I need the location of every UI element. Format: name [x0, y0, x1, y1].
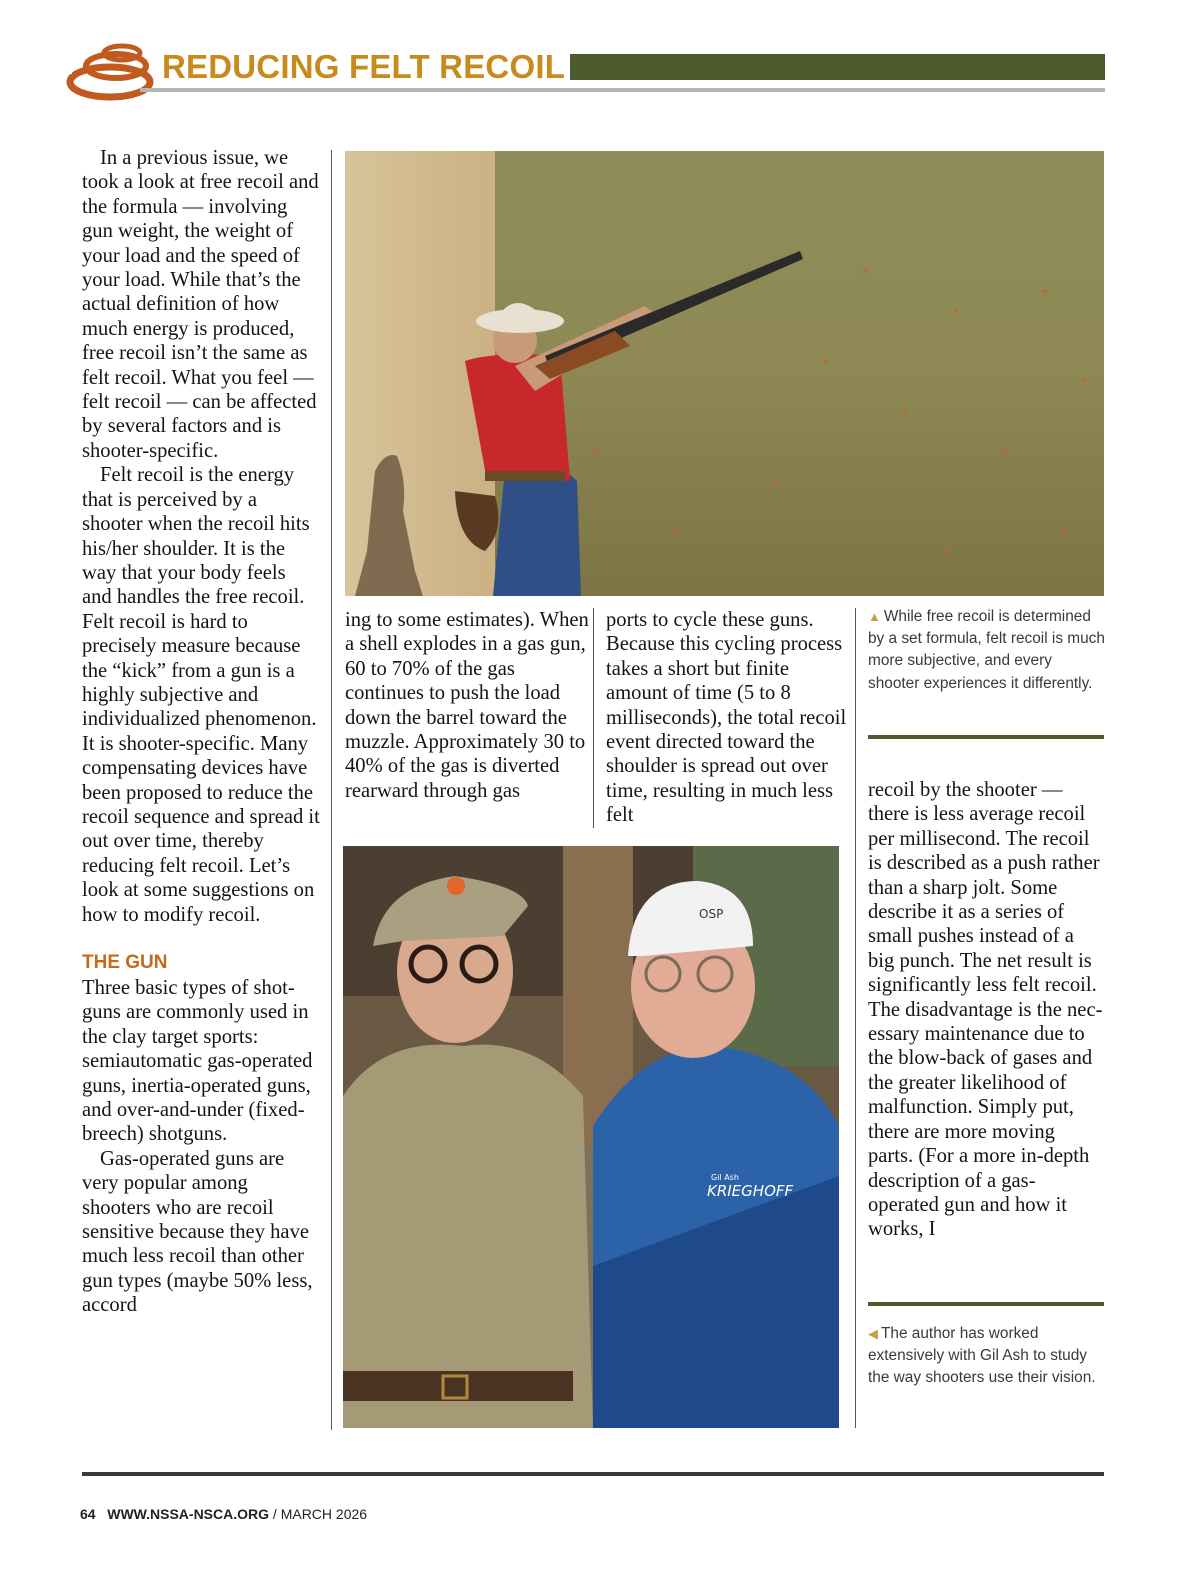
caption-text: While free recoil is determined by a set formula, felt recoil is much more subjective, and every shooter experiences it differently. [868, 608, 1105, 692]
footer-rule [82, 1472, 1104, 1476]
up-arrow-icon: ▲ [868, 609, 881, 624]
title-bar [570, 54, 1105, 80]
caption-rule [868, 735, 1104, 739]
footer-separator: / [269, 1506, 281, 1522]
hat-logo-text: OSP [699, 907, 724, 921]
column-divider [855, 608, 856, 1428]
page-number: 64 [80, 1506, 96, 1522]
shirt-brand-text: KRIEGHOFF [707, 1182, 794, 1200]
paragraph: In a previous issue, we took a look at free recoil and the formula — involving gun weight, the weight of your load and the speed of your load. While that’s the actual definition of how much energy is produced, free recoil isn’t the same as felt recoil. What you feel — felt recoil — can be affected by several factors and is shooter-specific. [82, 147, 319, 462]
section-title: REDUCING FELT RECOIL [162, 48, 566, 85]
caption-rule [868, 1302, 1104, 1306]
clay-target-logo [66, 40, 158, 102]
article-column-1 [82, 146, 320, 1318]
header-rule [140, 88, 1105, 92]
article-column-3 [606, 608, 850, 828]
left-arrow-icon: ◀ [868, 1326, 878, 1341]
column-divider [593, 608, 594, 828]
subheading-the-gun: THE GUN [82, 952, 168, 973]
paragraph: recoil by the shooter — there is less average recoil per millisecond. The recoil is described as a push rather than a sharp jolt. Some describe it as a series of small pushes instead of a big punch. The net result is significantly less felt recoil. The disadvantage is the necessary maintenance due to the blow-back of gases and the greater likelihood of malfunction. Simply put, there are more moving parts. (For a more in-depth description of a gas-operated gun and how it works, I [868, 779, 1103, 1241]
caption-portrait [868, 1323, 1106, 1390]
paragraph: ports to cycle these guns. Because this cycling process takes a short but finite amount of time (5 to 8 milliseconds), the total recoil event directed toward the shoulder is spread out over time, resulting in much less felt [606, 609, 847, 827]
caption-text: The author has worked extensively with Gil Ash to study the way shooters use their vision. [868, 1325, 1096, 1387]
shooter-photo [345, 151, 1104, 596]
website-link[interactable]: WWW.NSSA-NSCA.ORG [107, 1506, 270, 1522]
shirt-small-text: Gil Ash [711, 1173, 739, 1182]
paragraph: Gas-operated guns are very popular among shooters who are recoil sensitive because they have much less recoil than other gun types (maybe 50% less, accord [82, 1147, 313, 1317]
issue-date: MARCH 2026 [280, 1506, 368, 1522]
article-column-2 [345, 608, 589, 803]
page-footer [80, 1506, 367, 1522]
paragraph: ing to some estimates). When a shell explodes in a gas gun, 60 to 70% of the gas continues to push the load down the barrel toward the muzzle. Approximately 30 to 40% of the gas is diverted rearward through gas [345, 609, 589, 802]
paragraph: Three basic types of shotguns are commonly used in the clay target sports: semiautomatic gas-operated guns, inertia-operated guns, and over-and-under (fixed-breech) shotguns. [82, 977, 313, 1146]
portrait-photo [343, 846, 839, 1428]
paragraph: Felt recoil is the energy that is perceived by a shooter when the recoil hits his/her shoulder. It is the way that your body feels and handles the free recoil. Felt recoil is hard to precisely measure because the “kick” from a gun is a highly subjective and individualized phenomenon. It is shooter-specific. Many compensating devices have been proposed to reduce the recoil sequence and spread it out over time, thereby reducing felt recoil. Let’s look at some suggestions on how to modify recoil. [82, 464, 320, 926]
article-column-4 [868, 778, 1104, 1242]
caption-shooter [868, 606, 1106, 695]
column-divider [331, 150, 332, 1430]
